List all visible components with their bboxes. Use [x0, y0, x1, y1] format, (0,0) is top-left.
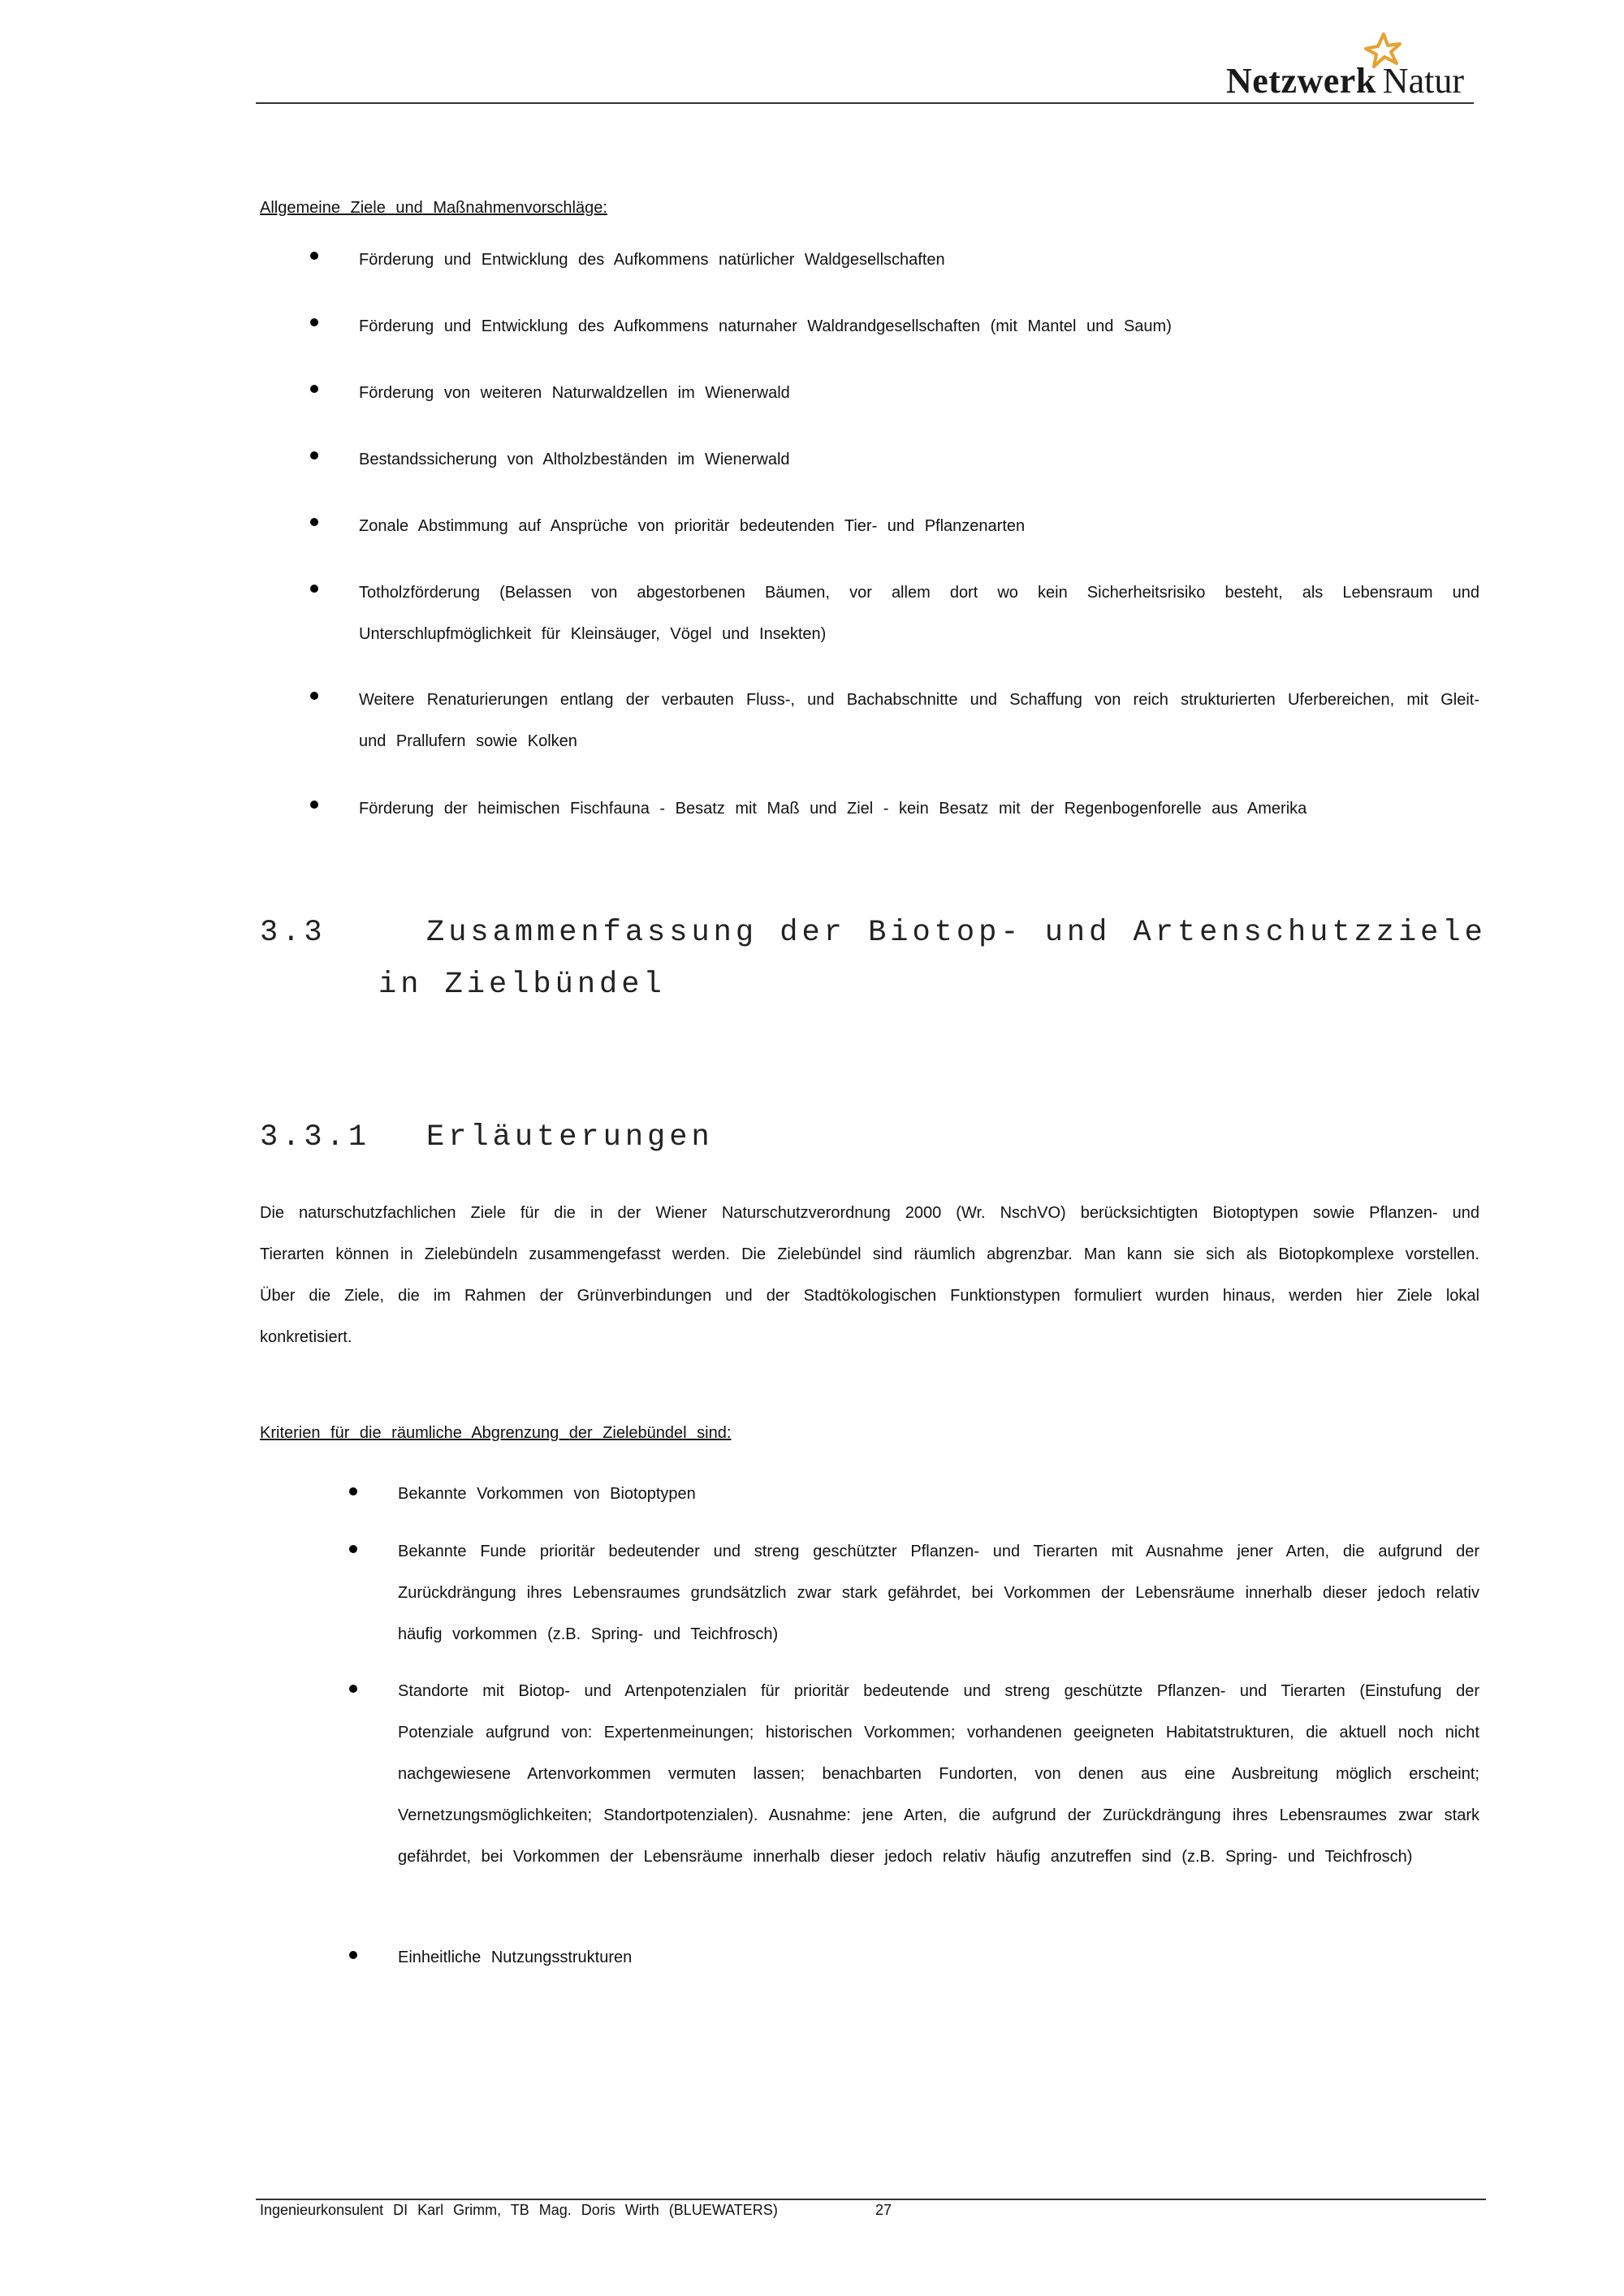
general-goal-item: Förderung von weiteren Naturwaldzellen im Wienerwald	[359, 384, 790, 402]
general-goal-item: Förderung der heimischen Fischfauna - Besatz mit Maß und Ziel - kein Besatz mit der Regenbogenforelle aus Amerika	[359, 800, 1307, 818]
bullet-icon	[310, 385, 318, 393]
bullet-icon	[310, 518, 318, 526]
general-goals-heading: Allgemeine Ziele und Maßnahmenvorschläge:	[260, 199, 607, 217]
criteria-item: Einheitliche Nutzungsstrukturen	[398, 1949, 633, 1966]
bullet-icon	[349, 1685, 357, 1693]
subsection-number: 3.3.1	[260, 1120, 371, 1154]
general-goal-item: Totholzförderung (Belassen von abgestorbenen Bäumen, vor allem dort wo kein Sicherheitsrisiko besteht, als Lebensraum und Unterschlupfmöglichkeit für Kleinsäuger, Vögel und Insekten)	[359, 584, 1479, 643]
bullet-icon	[310, 318, 318, 326]
bullet-icon	[349, 1545, 357, 1553]
general-goal-item: Förderung und Entwicklung des Aufkommens natürlicher Waldgesellschaften	[359, 251, 945, 269]
general-goal-item: Zonale Abstimmung auf Ansprüche von prioritär bedeutenden Tier- und Pflanzenarten	[359, 517, 1026, 535]
footer-divider	[256, 2199, 1486, 2200]
logo-wordmark	[1226, 60, 1464, 101]
bullet-icon	[310, 801, 318, 809]
bullet-icon	[310, 692, 318, 700]
bullet-icon	[310, 252, 318, 260]
bullet-icon	[310, 451, 318, 460]
criteria-item: Bekannte Funde prioritär bedeutender und streng geschützter Pflanzen- und Tierarten mit Ausnahme jener Arten, die aufgrund der Zurückdrängung ihres Lebensraumes grundsätzlich zwar stark gefährdet, bei Vorkommen der Lebensräume innerhalb dieser jedoch relativ häufig vorkommen (z.B. Spring- und Teichfrosch)	[398, 1543, 1479, 1643]
section-number: 3.3	[260, 916, 326, 950]
bullet-icon	[349, 1951, 357, 1959]
criteria-heading: Kriterien für die räumliche Abgrenzung der Zielebündel sind:	[260, 1424, 732, 1442]
page-number: 27	[875, 2202, 892, 2218]
netzwerk-natur-logo	[1218, 32, 1478, 101]
section-title: Zusammenfassung der Biotop- und Artenschutzziele	[426, 916, 1487, 950]
subsection-title: Erläuterungen	[426, 1120, 714, 1154]
header-divider	[256, 102, 1474, 104]
section-title-continued: in Zielbündel	[378, 968, 666, 1002]
bullet-icon	[349, 1487, 357, 1495]
criteria-item: Bekannte Vorkommen von Biotoptypen	[398, 1485, 696, 1503]
general-goal-item: Weitere Renaturierungen entlang der verbauten Fluss-, und Bachabschnitte und Schaffung von reich strukturierten Uferbereichen, mit Gleit- und Prallufern sowie Kolken	[359, 691, 1479, 750]
criteria-item: Standorte mit Biotop- und Artenpotenzialen für prioritär bedeutende und streng geschützte Pflanzen- und Tierarten (Einstufung der Potenziale aufgrund von: Expertenmeinungen; historischen Vorkommen; vorhandenen geeigneten Habitatstrukturen, die aktuell noch nicht nachgewiesene Artenvorkommen vermuten lassen; benachbarten Fundorten, von denen aus eine Ausbreitung möglich erscheint; Vernetzungsmöglichkeiten; Standortpotenzialen). Ausnahme: jene Arten, die aufgrund der Zurückdrängung ihres Lebensraumes zwar stark gefährdet, bei Vorkommen der Lebensräume innerhalb dieser jedoch relativ häufig anzutreffen sind (z.B. Spring- und Teichfrosch)	[398, 1682, 1479, 1866]
general-goal-item: Bestandssicherung von Altholzbeständen im Wienerwald	[359, 451, 790, 468]
logo-regular-text: Natur	[1382, 61, 1464, 101]
logo-bold-text: Netzwerk	[1226, 61, 1376, 101]
general-goal-item: Förderung und Entwicklung des Aufkommens naturnaher Waldrandgesellschaften (mit Mantel und Saum)	[359, 317, 1172, 335]
footer-author: Ingenieurkonsulent DI Karl Grimm, TB Mag. Doris Wirth (BLUEWATERS)	[260, 2202, 778, 2218]
bullet-icon	[310, 585, 318, 593]
body-paragraph: Die naturschutzfachlichen Ziele für die in der Wiener Naturschutzverordnung 2000 (Wr. NschVO) berücksichtigten Biotoptypen sowie Pflanzen- und Tierarten können in Zielebündeln zusammengefasst werden. Die Zielebündel sind räumlich abgrenzbar. Man kann sie sich als Biotopkomplexe vorstellen. Über die Ziele, die im Rahmen der Grünverbindungen und der Stadtökologischen Funktionstypen formuliert wurden hinaus, werden hier Ziele lokal konkretisiert.	[260, 1204, 1479, 1346]
